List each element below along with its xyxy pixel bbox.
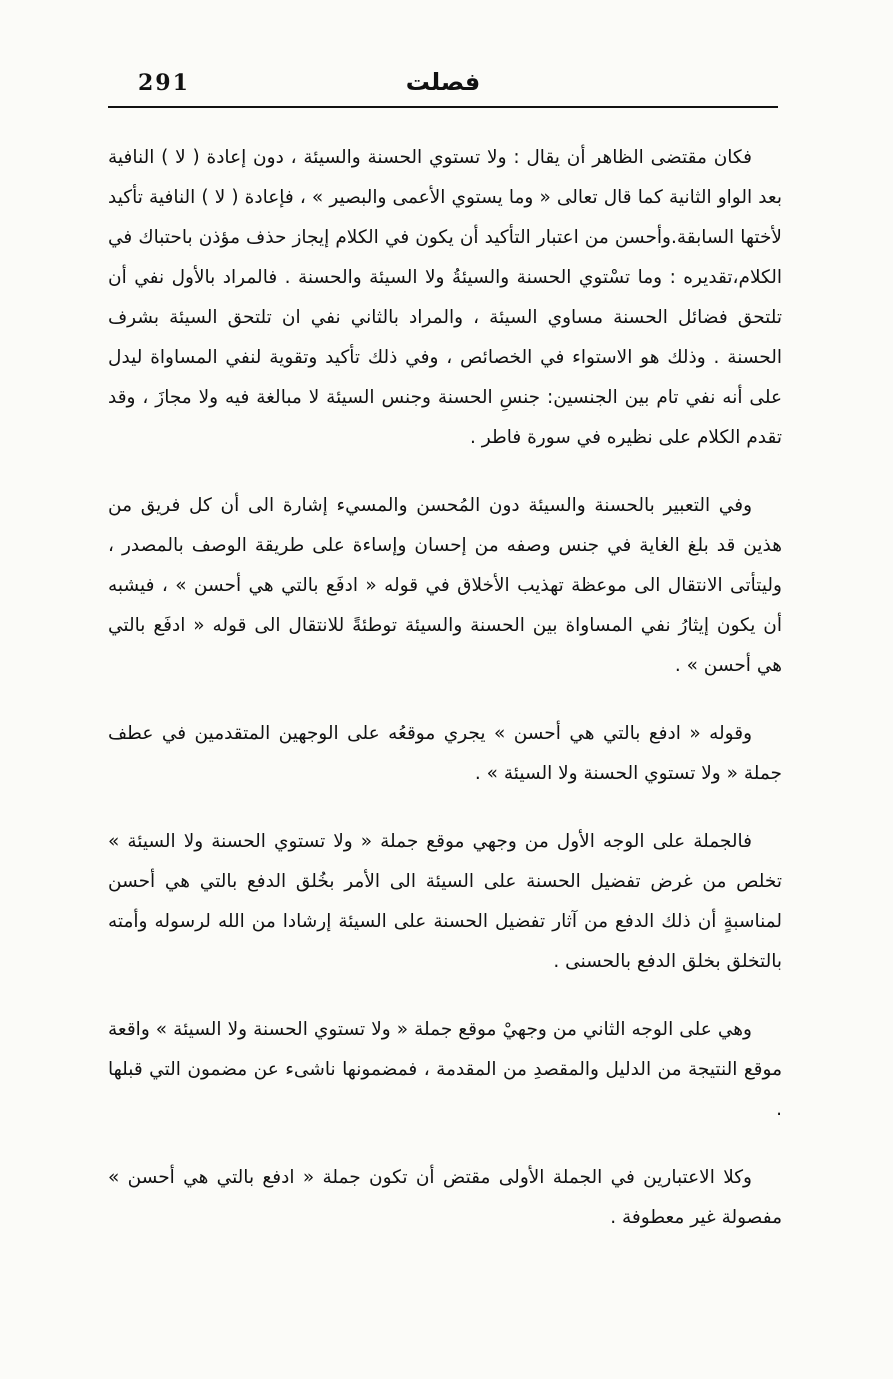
paragraph: وهي على الوجه الثاني من وجهيْ موقع جملة « ولا تستوي الحسنة ولا السيئة » واقعة موقع النتيجة من الدليل والمقصدِ من المقدمة ، فمضمونها ناشىء عن مضمون التي قبلها . — [108, 1019, 782, 1120]
paragraph: فكان مقتضى الظاهر أن يقال : ولا تستوي الحسنة والسيئة ، دون إعادة ( لا ) النافية بعد الواو الثانية كما قال تعالى « وما يستوي الأعمى والبصير » ، فإعادة ( لا ) النافية تأكيد لأختها السابقة.وأحسن من اعتبار التأكيد أن يكون في الكلام إيجاز حذف مؤذن باحتباك في الكلام،تقديره : وما تسْتوي الحسنة والسيئةُ ولا السيئة والحسنة . فالمراد بالأول نفي أن تلتحق فضائل الحسنة مساوي السيئة ، والمراد بالثاني نفي ان تلتحق السيئة بشرف الحسنة . وذلك هو الاستواء في الخصائص ، وفي ذلك تأكيد وتقوية لنفي المساواة ليدل على أنه نفي تام بين الجنسين: جنسِ الحسنة وجنس السيئة لا مبالغة فيه ولا مجازَ ، وقد تقدم الكلام على نظيره في سورة فاطر . — [108, 147, 782, 448]
paragraph: وفي التعبير بالحسنة والسيئة دون المُحسن والمسيء إشارة الى أن كل فريق من هذين قد بلغ الغاية في جنس وصفه من إحسان وإساءة على طريقة الوصف بالمصدر ، وليتأتى الانتقال الى موعظة تهذيب الأخلاق في قوله « ادفَع بالتي هي أحسن » ، فيشبه أن يكون إيثارُ نفي المساواة بين الحسنة والسيئة توطئةً للانتقال الى قوله « ادفَع بالتي هي أحسن » . — [108, 495, 782, 676]
page-body — [108, 138, 782, 1266]
paragraph: وكلا الاعتبارين في الجملة الأولى مقتض أن تكون جملة « ادفع بالتي هي أحسن » مفصولة غير معطوفة . — [108, 1167, 782, 1228]
paragraph: وقوله « ادفع بالتي هي أحسن » يجري موقعُه على الوجهين المتقدمين في عطف جملة « ولا تستوي الحسنة ولا السيئة » . — [108, 723, 782, 784]
page-number: 291 — [138, 70, 190, 96]
paragraph: فالجملة على الوجه الأول من وجهي موقع جملة « ولا تستوي الحسنة ولا السيئة » تخلص من غرض تفضيل الحسنة على السيئة الى الأمر بخُلق الدفع بالتي هي أحسن لمناسبةٍ أن ذلك الدفع من آثار تفضيل الحسنة على السيئة إرشادا من الله لرسوله وأمته بالتخلق بخلق الدفع بالحسنى . — [108, 831, 782, 972]
page-header — [108, 66, 778, 110]
header-rule — [108, 106, 778, 108]
running-title: فصلت — [405, 68, 481, 96]
